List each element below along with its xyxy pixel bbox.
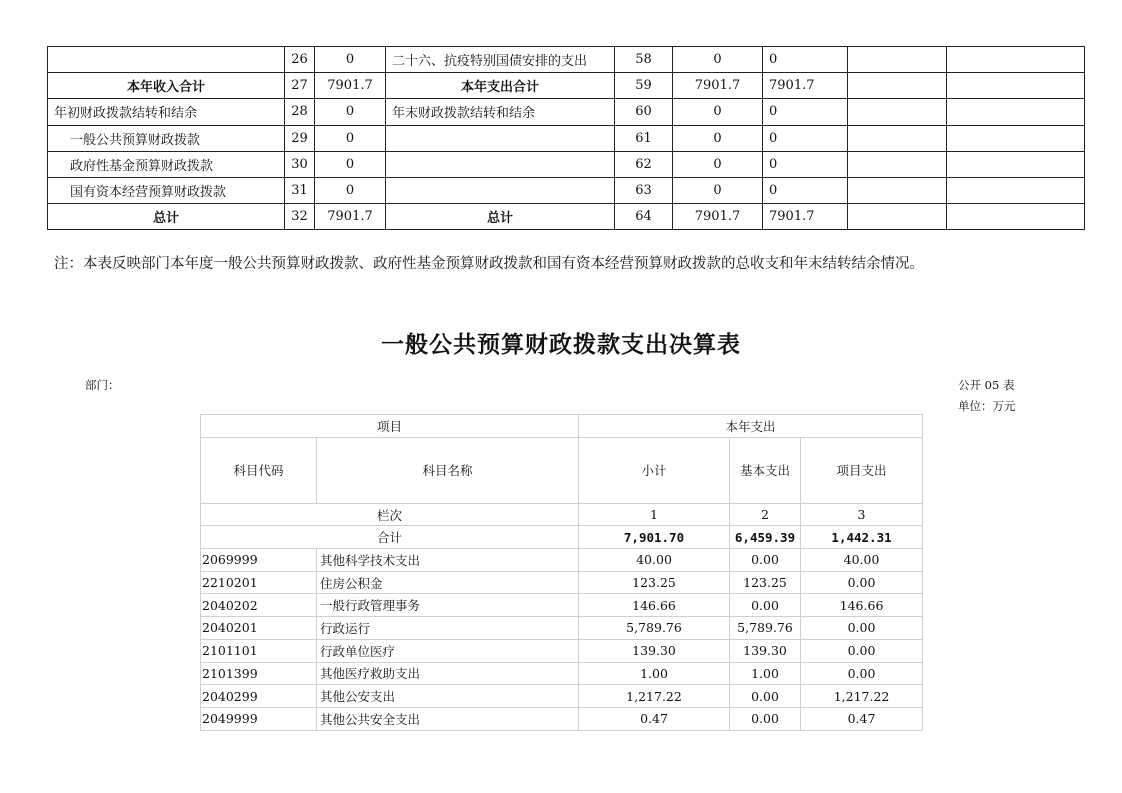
column-number-1: 1 xyxy=(579,503,730,526)
empty-cell xyxy=(848,47,947,73)
expense-amount-1: 7901.7 xyxy=(673,73,763,99)
income-row-number: 28 xyxy=(285,99,315,125)
expense-item-label xyxy=(386,125,615,151)
summary-row xyxy=(48,204,1085,230)
expense-amount-1: 7901.7 xyxy=(673,204,763,230)
basic-expense-value: 139.30 xyxy=(730,639,801,662)
empty-cell xyxy=(947,177,1085,203)
subtotal-value: 1.00 xyxy=(579,662,730,685)
income-item-label: 政府性基金预算财政拨款 xyxy=(48,151,285,177)
header-subject-code: 科目代码 xyxy=(201,437,317,503)
expense-amount-1: 0 xyxy=(673,47,763,73)
total-basic: 6,459.39 xyxy=(730,526,801,549)
income-amount: 7901.7 xyxy=(315,204,386,230)
basic-expense-value: 0.00 xyxy=(730,707,801,730)
subject-code: 2069999 xyxy=(201,549,317,572)
income-row-number: 30 xyxy=(285,151,315,177)
income-item-label: 总计 xyxy=(48,204,285,230)
column-number-3: 3 xyxy=(801,503,923,526)
project-expense-value: 0.00 xyxy=(801,617,923,640)
basic-expense-value: 0.00 xyxy=(730,685,801,708)
empty-cell xyxy=(947,204,1085,230)
table-row xyxy=(201,685,923,708)
subject-name: 其他科学技术支出 xyxy=(317,549,579,572)
header-row-1 xyxy=(201,415,923,438)
income-expense-summary-table xyxy=(47,46,1085,230)
subject-code: 2101101 xyxy=(201,639,317,662)
empty-cell xyxy=(848,73,947,99)
expense-row-number: 60 xyxy=(615,99,673,125)
header-basic-expense: 基本支出 xyxy=(730,437,801,503)
income-row-number: 27 xyxy=(285,73,315,99)
subject-name: 其他公共安全支出 xyxy=(317,707,579,730)
subject-name: 一般行政管理事务 xyxy=(317,594,579,617)
summary-table-body xyxy=(48,47,1085,230)
expense-item-label: 二十六、抗疫特别国债安排的支出 xyxy=(386,47,615,73)
income-row-number: 32 xyxy=(285,204,315,230)
summary-row xyxy=(48,73,1085,99)
subtotal-value: 139.30 xyxy=(579,639,730,662)
project-expense-value: 146.66 xyxy=(801,594,923,617)
header-current-year-expense: 本年支出 xyxy=(579,415,923,438)
empty-cell xyxy=(848,204,947,230)
basic-expense-value: 5,789.76 xyxy=(730,617,801,640)
empty-cell xyxy=(947,73,1085,99)
subtotal-value: 5,789.76 xyxy=(579,617,730,640)
project-expense-value: 0.47 xyxy=(801,707,923,730)
department-label: 部门： xyxy=(85,378,120,392)
table-note: 注：本表反映部门本年度一般公共预算财政拨款、政府性基金预算财政拨款和国有资本经营预算财政拨款的总收支和年末结转结余情况。 xyxy=(54,256,924,272)
expense-amount-2: 0 xyxy=(763,151,848,177)
header-project-expense: 项目支出 xyxy=(801,437,923,503)
total-row xyxy=(201,526,923,549)
expense-row-number: 59 xyxy=(615,73,673,99)
empty-cell xyxy=(947,151,1085,177)
subject-code: 2040202 xyxy=(201,594,317,617)
project-expense-value: 0.00 xyxy=(801,571,923,594)
summary-row xyxy=(48,47,1085,73)
subject-name: 行政运行 xyxy=(317,617,579,640)
summary-row xyxy=(48,99,1085,125)
table-row xyxy=(201,549,923,572)
expense-amount-2: 0 xyxy=(763,177,848,203)
header-subject-name: 科目名称 xyxy=(317,437,579,503)
income-amount: 7901.7 xyxy=(315,73,386,99)
expense-amount-1: 0 xyxy=(673,177,763,203)
income-item-label: 一般公共预算财政拨款 xyxy=(48,125,285,151)
expense-row-number: 64 xyxy=(615,204,673,230)
project-expense-value: 40.00 xyxy=(801,549,923,572)
project-expense-value: 0.00 xyxy=(801,639,923,662)
subject-code: 2210201 xyxy=(201,571,317,594)
expense-amount-1: 0 xyxy=(673,125,763,151)
expenditure-table-body xyxy=(201,549,923,731)
total-project: 1,442.31 xyxy=(801,526,923,549)
empty-cell xyxy=(848,99,947,125)
subject-name: 行政单位医疗 xyxy=(317,639,579,662)
basic-expense-value: 0.00 xyxy=(730,594,801,617)
column-number-row xyxy=(201,503,923,526)
empty-cell xyxy=(947,47,1085,73)
subject-name: 其他公安支出 xyxy=(317,685,579,708)
table-row xyxy=(201,662,923,685)
column-number-label: 栏次 xyxy=(201,503,579,526)
expense-row-number: 62 xyxy=(615,151,673,177)
column-number-2: 2 xyxy=(730,503,801,526)
table-row xyxy=(201,617,923,640)
income-amount: 0 xyxy=(315,99,386,125)
income-amount: 0 xyxy=(315,177,386,203)
summary-row xyxy=(48,151,1085,177)
total-label: 合计 xyxy=(201,526,579,549)
subject-name: 其他医疗救助支出 xyxy=(317,662,579,685)
basic-expense-value: 123.25 xyxy=(730,571,801,594)
header-subtotal: 小计 xyxy=(579,437,730,503)
project-expense-value: 1,217.22 xyxy=(801,685,923,708)
subject-code: 2040201 xyxy=(201,617,317,640)
expenditure-table xyxy=(200,414,923,731)
table-row xyxy=(201,707,923,730)
empty-cell xyxy=(848,177,947,203)
summary-row xyxy=(48,177,1085,203)
expense-item-label xyxy=(386,151,615,177)
income-item-label: 国有资本经营预算财政拨款 xyxy=(48,177,285,203)
header-project: 项目 xyxy=(201,415,579,438)
expense-amount-1: 0 xyxy=(673,151,763,177)
expense-amount-1: 0 xyxy=(673,99,763,125)
income-row-number: 26 xyxy=(285,47,315,73)
expense-item-label: 本年支出合计 xyxy=(386,73,615,99)
income-item-label xyxy=(48,47,285,73)
income-amount: 0 xyxy=(315,151,386,177)
subtotal-value: 146.66 xyxy=(579,594,730,617)
subject-name: 住房公积金 xyxy=(317,571,579,594)
table-row xyxy=(201,639,923,662)
empty-cell xyxy=(947,99,1085,125)
expense-row-number: 58 xyxy=(615,47,673,73)
empty-cell xyxy=(848,151,947,177)
expense-amount-2: 0 xyxy=(763,125,848,151)
expense-amount-2: 0 xyxy=(763,99,848,125)
income-row-number: 31 xyxy=(285,177,315,203)
subtotal-value: 0.47 xyxy=(579,707,730,730)
subject-code: 2040299 xyxy=(201,685,317,708)
expense-amount-2: 7901.7 xyxy=(763,73,848,99)
subject-code: 2049999 xyxy=(201,707,317,730)
expense-item-label xyxy=(386,177,615,203)
project-expense-value: 0.00 xyxy=(801,662,923,685)
expense-amount-2: 0 xyxy=(763,47,848,73)
summary-row xyxy=(48,125,1085,151)
income-item-label: 年初财政拨款结转和结余 xyxy=(48,99,285,125)
table-row xyxy=(201,571,923,594)
income-amount: 0 xyxy=(315,47,386,73)
income-item-label: 本年收入合计 xyxy=(48,73,285,99)
expense-item-label: 年末财政拨款结转和结余 xyxy=(386,99,615,125)
empty-cell xyxy=(947,125,1085,151)
subtotal-value: 123.25 xyxy=(579,571,730,594)
subject-code: 2101399 xyxy=(201,662,317,685)
basic-expense-value: 0.00 xyxy=(730,549,801,572)
form-code: 公开 05 表 xyxy=(958,378,1015,392)
income-amount: 0 xyxy=(315,125,386,151)
expense-row-number: 61 xyxy=(615,125,673,151)
empty-cell xyxy=(848,125,947,151)
unit-label: 单位：万元 xyxy=(958,399,1016,413)
header-row-2 xyxy=(201,437,923,503)
table-row xyxy=(201,594,923,617)
expense-amount-2: 7901.7 xyxy=(763,204,848,230)
income-row-number: 29 xyxy=(285,125,315,151)
expense-row-number: 63 xyxy=(615,177,673,203)
subtotal-value: 40.00 xyxy=(579,549,730,572)
basic-expense-value: 1.00 xyxy=(730,662,801,685)
subtotal-value: 1,217.22 xyxy=(579,685,730,708)
page-title: 一般公共预算财政拨款支出决算表 xyxy=(381,331,741,358)
total-subtotal: 7,901.70 xyxy=(579,526,730,549)
expense-item-label: 总计 xyxy=(386,204,615,230)
